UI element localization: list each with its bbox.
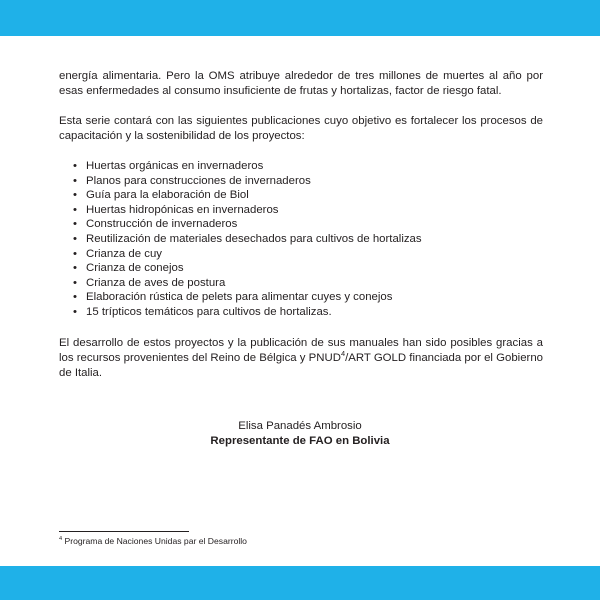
signature-block [0,419,600,449]
publications-list [59,159,543,320]
list-item-label: Huertas hidropónicas en invernaderos [86,203,279,216]
signatory-name: Elisa Panadés Ambrosio [238,420,362,432]
bullet-icon: • [73,305,77,318]
list-item [73,261,543,276]
list-item-label: Elaboración rústica de pelets para alimentar cuyes y conejos [86,291,393,304]
paragraph-3 [59,336,543,381]
top-color-band [0,0,600,36]
list-item-label: Reutilización de materiales desechados para cultivos de hortalizas [86,232,422,245]
bullet-icon: • [73,160,77,172]
list-item [73,305,543,320]
bullet-icon: • [73,247,77,260]
list-item-label: 15 trípticos temáticos para cultivos de hortalizas. [86,305,332,318]
list-item [73,232,543,247]
bullet-icon: • [73,276,77,289]
list-item [73,188,543,203]
bottom-color-band [0,566,600,600]
body-text [59,69,543,381]
list-item-label: Crianza de aves de postura [86,276,226,289]
list-item [73,276,543,291]
list-item-label: Guía para la elaboración de Biol [86,189,249,202]
footnote [59,536,247,547]
footnote-reference: 4 [340,348,346,358]
list-item [73,159,543,174]
list-item-label: Huertas orgánicas en invernaderos [86,160,264,172]
paragraph-2: Esta serie contará con las siguientes publicaciones cuyo objetivo es fortalecer los procesos de capacitación y la sostenibilidad de los proyectos: [59,115,543,142]
bullet-icon: • [73,291,77,304]
footnote-text: Programa de Naciones Unidas par el Desarrollo [64,536,247,546]
list-item [73,174,543,189]
paragraph-1: energía alimentaria. Pero la OMS atribuye alrededor de tres millones de muertes al año por esas enfermedades al consumo insuficiente de frutas y hortalizas, factor de riesgo fatal. [59,70,543,97]
paragraph-3-text: El desarrollo de estos proyectos y la publicación de sus manuales han sido posibles gracias a los recursos provenientes del Reino de Bélgica y PNUD [59,336,543,364]
list-item-label: Construcción de invernaderos [86,218,238,231]
paragraph-3-text-end: /ART GOLD financiada por el Gobierno de Italia. [59,351,543,379]
bullet-icon: • [73,174,77,187]
bullet-icon: • [73,232,77,245]
bullet-icon: • [73,262,77,275]
list-item [73,217,543,232]
list-item-label: Crianza de conejos [86,262,184,275]
footnote-number: 4 [59,536,63,543]
footnote-divider [59,531,189,532]
bullet-icon: • [73,189,77,202]
list-item-label: Planos para construcciones de invernaderos [86,174,311,187]
signatory-title: Representante de FAO en Bolivia [210,435,390,447]
list-item [73,247,543,262]
bullet-icon: • [73,203,77,216]
list-item [73,203,543,218]
list-item-label: Crianza de cuy [86,247,162,260]
bullet-icon: • [73,218,77,231]
list-item [73,290,543,305]
